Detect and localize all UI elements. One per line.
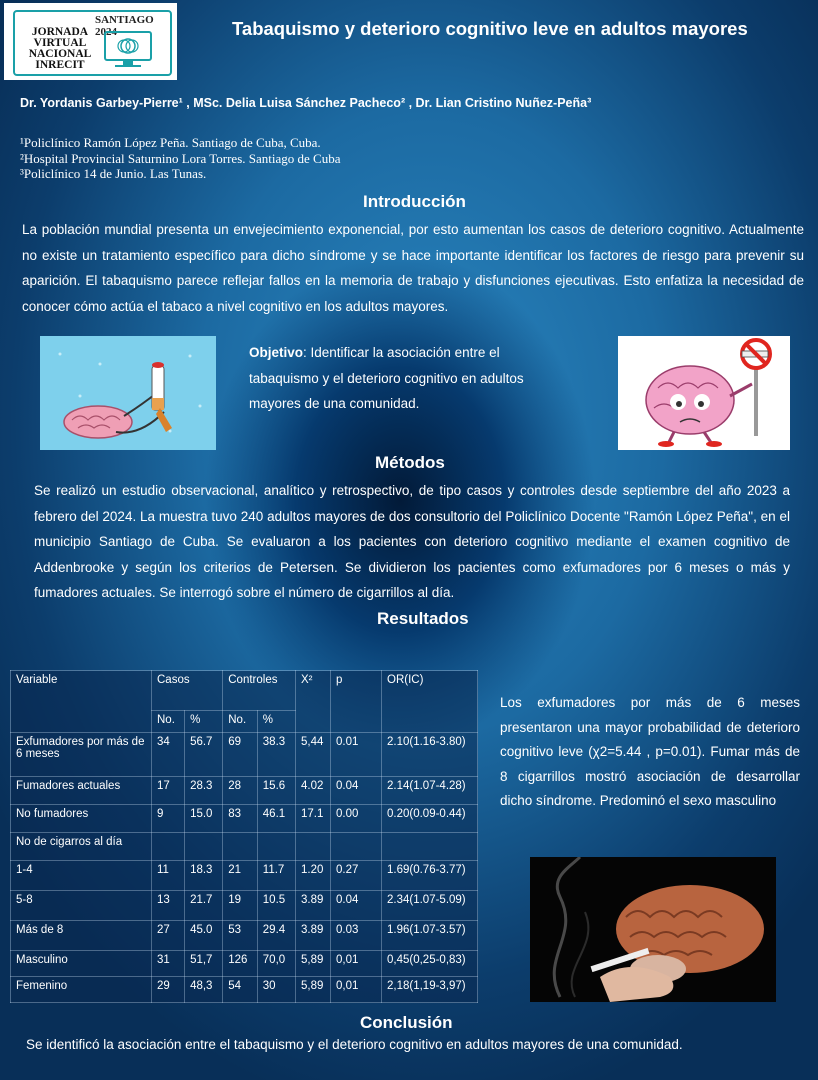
cell: 38.3 [257,733,295,777]
smoking-brain-photo [530,857,776,1002]
cell: 5,89 [296,951,331,977]
col-controles: Controles [223,671,296,711]
cell: 2.34(1.07-5.09) [382,891,478,921]
cell: 0.20(0.09-0.44) [382,805,478,833]
col-chi2: X² [296,671,331,733]
cell [152,833,185,861]
cell: Fumadores actuales [11,777,152,805]
col-or: OR(IC) [382,671,478,733]
col-casos-no: No. [152,711,185,733]
cell: 126 [223,951,258,977]
affiliation-3: ³Policlínico 14 de Junio. Las Tunas. [20,166,207,181]
cell: 13 [152,891,185,921]
col-variable: Variable [11,671,152,733]
cell: 51,7 [185,951,223,977]
cell: 70,0 [257,951,295,977]
cell: 1-4 [11,861,152,891]
cell [185,833,223,861]
cell: No de cigarros al día [11,833,152,861]
cell: 17 [152,777,185,805]
affiliation-2: ²Hospital Provincial Saturnino Lora Torres. Santiago de Cuba [20,150,341,166]
cell: Exfumadores por más de 6 meses [11,733,152,777]
cell: Masculino [11,951,152,977]
table-row [11,861,478,891]
cell: 3.89 [296,921,331,951]
methods-text: Se realizó un estudio observacional, analítico y retrospectivo, de tipo casos y controles desde septiembre del año 2023 a febrero del 2024. La muestra tuvo 240 adultos mayores de dos consultorio del Policlínico Docente "Ramón López Peña", en el municipio Santiago de Cuba. Se evaluaron a los pacientes con deterioro cognitivo mediante el examen cognitivo de Addenbrooke y según los criterios de Petersen. Se dividieron los pacientes como exfumadores por 6 meses o más y fumadores actuales. Se interrogó sobre el número de cigarrillos al día. [34,483,790,600]
cell: 0.00 [331,805,382,833]
cell [331,833,382,861]
table-row [11,805,478,833]
cell: 29.4 [257,921,295,951]
cell: 28.3 [185,777,223,805]
cell: 1.20 [296,861,331,891]
cell: 5-8 [11,891,152,921]
cell: Más de 8 [11,921,152,951]
cell: 11 [152,861,185,891]
brain-leash-illustration [40,336,216,450]
cell: 27 [152,921,185,951]
cell: 5,89 [296,977,331,1003]
col-casos: Casos [152,671,223,711]
cell: 53 [223,921,258,951]
results-table [10,670,478,1003]
cell: 2.14(1.07-4.28) [382,777,478,805]
cell [223,833,258,861]
cell: 2.10(1.16-3.80) [382,733,478,777]
table-row [11,833,478,861]
table-row [11,921,478,951]
cell [257,833,295,861]
cell: 30 [257,977,295,1003]
col-controles-pct: % [257,711,295,733]
table-row [11,777,478,805]
table-row [11,977,478,1003]
table-row [11,891,478,921]
table-row [11,951,478,977]
results-heading: Resultados [377,609,469,628]
cell: 34 [152,733,185,777]
cell: 28 [223,777,258,805]
results-summary: Los exfumadores por más de 6 meses presentaron una mayor probabilidad de deterioro cognitivo leve (χ2=5.44 , p=0.01). Fumar más de 8 cigarrillos mostró asociación de desarrollar dicho síndrome. Predominó el sexo masculino [500,695,800,808]
cell: 48,3 [185,977,223,1003]
col-p: p [331,671,382,733]
cell: 5,44 [296,733,331,777]
intro-text: La población mundial presenta un envejecimiento exponencial, por esto aumentan los casos de deterioro cognitivo. Actualmente no existe un tratamiento específico para dicho síndrome y se hace importante identificar los factores de riesgo para prevenir su aparición. El tabaquismo parece reflejar fallos en la memoria de trabajo y disfunciones ejecutivas. Esto enfatiza la necesidad de conocer cómo actúa el tabaco a nivel cognitivo en los adultos mayores. [22,222,804,314]
intro-heading: Introducción [363,192,466,211]
event-logo [4,3,177,80]
cell: 0,45(0,25-0,83) [382,951,478,977]
affiliations [20,135,340,182]
cell: 1.69(0.76-3.77) [382,861,478,891]
cell: 29 [152,977,185,1003]
cell: 56.7 [185,733,223,777]
cell: 0.04 [331,777,382,805]
cell: 15.6 [257,777,295,805]
objective-label: Objetivo [249,345,304,360]
cell: 10.5 [257,891,295,921]
authors-line: Dr. Yordanis Garbey-Pierre¹ , MSc. Delia Luisa Sánchez Pacheco² , Dr. Lian Cristino Nuñez-Peña³ [20,96,592,110]
methods-heading: Métodos [375,453,445,472]
cell: 0.04 [331,891,382,921]
cell: 11.7 [257,861,295,891]
cell: 83 [223,805,258,833]
cell: 4.02 [296,777,331,805]
no-smoking-brain-illustration [618,336,790,450]
cell: 15.0 [185,805,223,833]
cell: 2,18(1,19-3,97) [382,977,478,1003]
cell: 46.1 [257,805,295,833]
cell: 17.1 [296,805,331,833]
cell: 1.96(1.07-3.57) [382,921,478,951]
logo-text: JORNADA VIRTUAL NACIONAL INRECIT [28,26,92,71]
cell: 0.27 [331,861,382,891]
cell [382,833,478,861]
objective-text: : Identificar la asociación entre el tabaquismo y el deterioro cognitivo en adultos mayores de una comunidad. [249,345,524,411]
cell: 0.01 [331,733,382,777]
objective-block [249,340,559,417]
cell: No fumadores [11,805,152,833]
affiliation-1: ¹Policlínico Ramón López Peña. Santiago de Cuba, Cuba. [20,135,321,150]
table-row [11,733,478,777]
cell: 54 [223,977,258,1003]
cell: 0.03 [331,921,382,951]
logo-arc-text: SANTIAGO 2024 [95,14,154,38]
col-casos-pct: % [185,711,223,733]
cell: 31 [152,951,185,977]
monitor-brain-icon [97,28,163,70]
cell [296,833,331,861]
cell: 21.7 [185,891,223,921]
col-controles-no: No. [223,711,258,733]
cell: 18.3 [185,861,223,891]
cell: 9 [152,805,185,833]
conclusion-text: Se identificó la asociación entre el tabaquismo y el deterioro cognitivo en adultos mayores de una comunidad. [26,1037,683,1052]
conclusion-heading: Conclusión [360,1013,453,1032]
cell: Femenino [11,977,152,1003]
cell: 0,01 [331,977,382,1003]
cell: 69 [223,733,258,777]
cell: 19 [223,891,258,921]
poster-title: Tabaquismo y deterioro cognitivo leve en adultos mayores [232,18,748,39]
cell: 45.0 [185,921,223,951]
cell: 21 [223,861,258,891]
cell: 3.89 [296,891,331,921]
cell: 0,01 [331,951,382,977]
